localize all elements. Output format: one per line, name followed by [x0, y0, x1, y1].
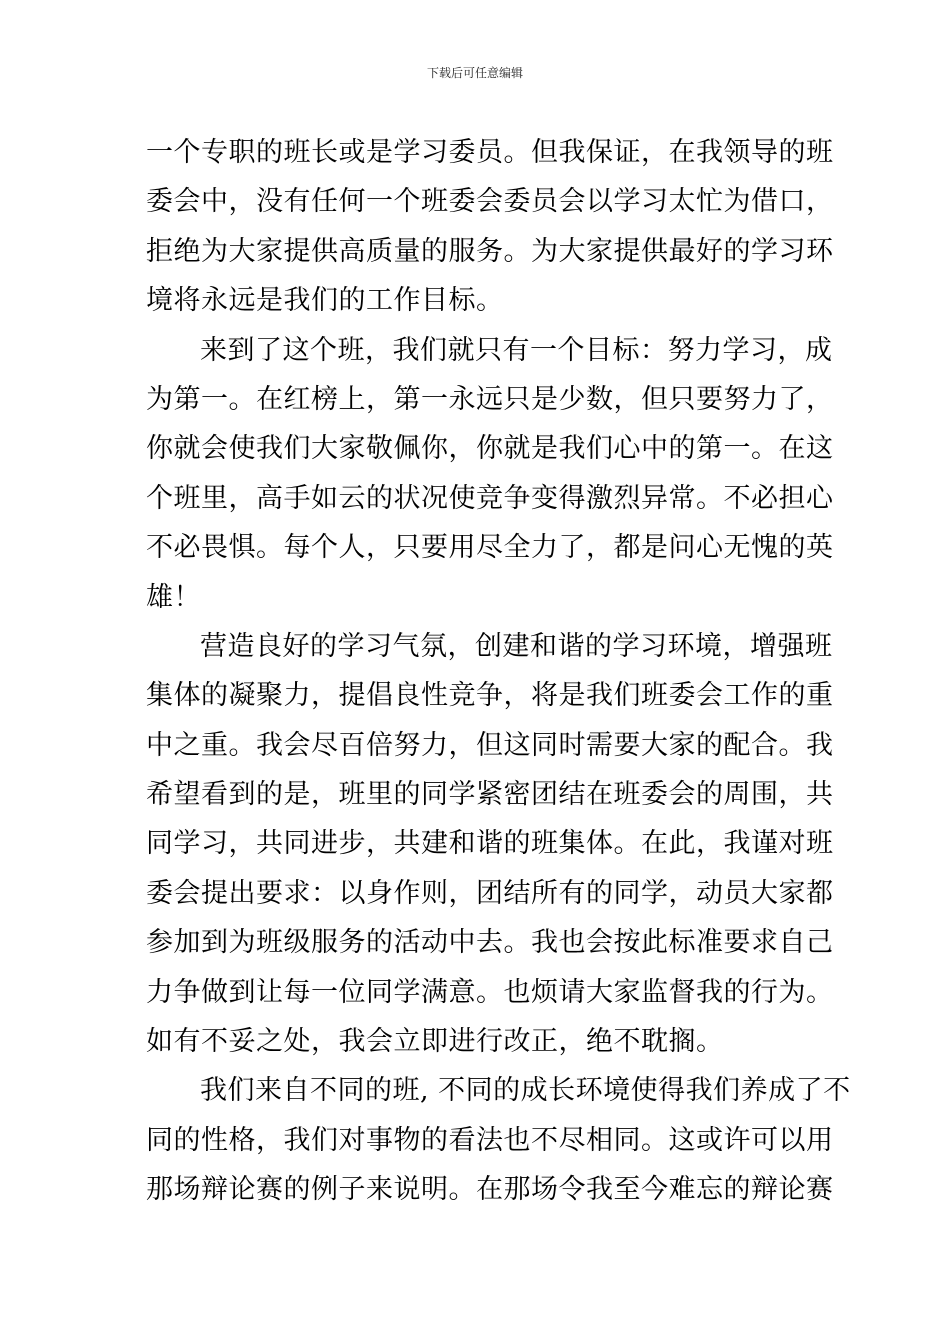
text-line: 如有不妥之处，我会立即进行改正，绝不耽搁。 — [146, 1026, 724, 1058]
text-line: 希望看到的是，班里的同学紧密团结在班委会的周围，共 — [146, 779, 834, 811]
text-line: 不必畏惧。每个人，只要用尽全力了，都是问心无愧的英 — [146, 532, 834, 564]
text-line: 那场辩论赛的例子来说明。在那场令我至今难忘的辩论赛 — [146, 1174, 834, 1206]
page-header: 下载后可任意编辑 — [426, 66, 523, 80]
text-line: 营造良好的学习气氛，创建和谐的学习环境，增强班 — [200, 630, 833, 662]
text-line: 为第一。在红榜上，第一永远只是少数，但只要努力了， — [146, 383, 834, 415]
text-line: 我们来自不同的班, 不同的成长环境使得我们养成了不 — [200, 1075, 851, 1107]
document-body — [146, 128, 851, 1215]
text-line: 委会中，没有任何一个班委会委员会以学习太忙为借口， — [146, 186, 834, 218]
text-line: 你就会使我们大家敬佩你，你就是我们心中的第一。在这 — [146, 433, 834, 465]
text-line: 委会提出要求：以身作则，团结所有的同学，动员大家都 — [146, 877, 834, 909]
text-line: 力争做到让每一位同学满意。也烦请大家监督我的行为。 — [146, 976, 834, 1008]
text-line: 同的性格，我们对事物的看法也不尽相同。这或许可以用 — [146, 1124, 834, 1156]
text-line: 一个专职的班长或是学习委员。但我保证，在我领导的班 — [146, 137, 834, 168]
text-line: 集体的凝聚力，提倡良性竞争，将是我们班委会工作的重 — [146, 680, 834, 712]
text-line: 来到了这个班，我们就只有一个目标：努力学习，成 — [200, 334, 833, 366]
text-line: 中之重。我会尽百倍努力，但这同时需要大家的配合。我 — [146, 729, 834, 761]
text-line: 拒绝为大家提供高质量的服务。为大家提供最好的学习环 — [146, 235, 834, 267]
text-line: 参加到为班级服务的活动中去。我也会按此标准要求自己 — [146, 927, 834, 959]
text-line: 雄！ — [146, 581, 201, 613]
text-line: 个班里，高手如云的状况使竞争变得激烈异常。不必担心 — [146, 482, 834, 514]
text-line: 境将永远是我们的工作目标。 — [146, 285, 504, 317]
text-line: 同学习，共同进步，共建和谐的班集体。在此，我谨对班 — [146, 828, 834, 860]
